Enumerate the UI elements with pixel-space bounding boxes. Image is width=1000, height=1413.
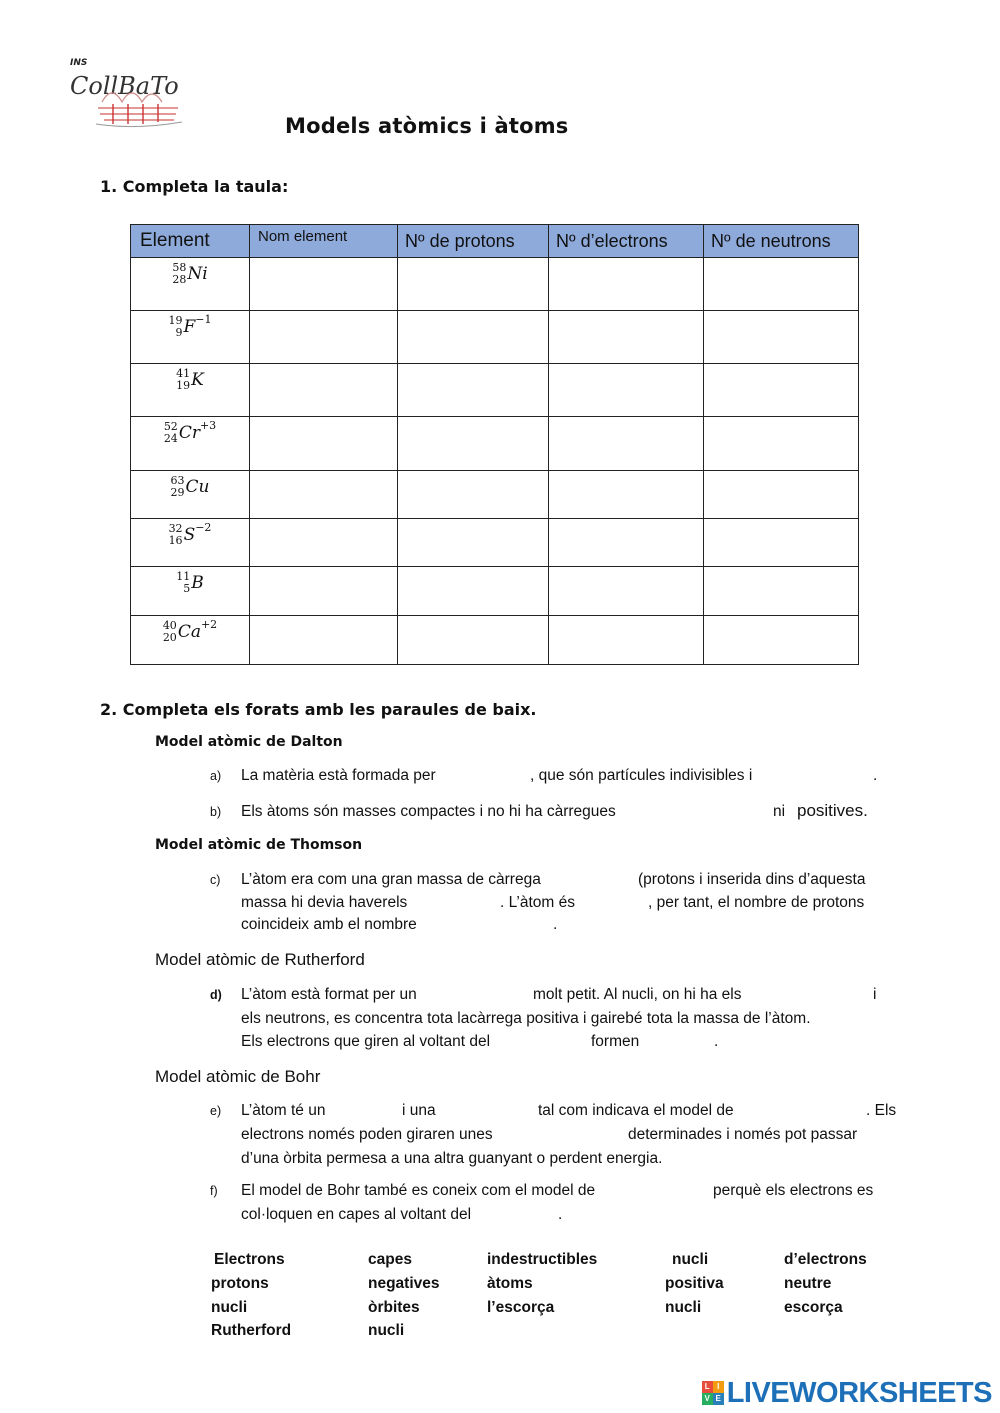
electrons-answer-cell[interactable]: [549, 567, 704, 616]
page-title: Models atòmics i àtoms: [285, 114, 569, 138]
item-e-label: e): [210, 1104, 222, 1118]
ion-charge: +2: [200, 618, 218, 631]
word-bank-word: neutre: [784, 1275, 832, 1292]
word-bank-word: capes: [368, 1251, 412, 1268]
item-d-line2: els neutrons, es concentra tota lacàrrega positiva i gairebé tota la massa de l’àtom.: [241, 1010, 811, 1027]
electrons-answer-cell[interactable]: [549, 471, 704, 519]
element-symbol: F: [183, 317, 196, 337]
isotope-indices: [171, 475, 185, 499]
word-bank-word: nucli: [211, 1299, 248, 1316]
word-bank-word: negatives: [368, 1275, 440, 1292]
item-d-line1-b: molt petit. Al nucli, on hi ha els: [533, 986, 742, 1003]
isotope-indices: [168, 315, 182, 339]
word-bank-word: Rutherford: [211, 1322, 292, 1339]
mass-number: 41: [176, 367, 191, 380]
element-cell: [131, 258, 250, 311]
word-bank-word: Electrons: [214, 1251, 285, 1268]
isotope-notation: [169, 523, 212, 547]
table-row: [131, 311, 859, 364]
atomic-number: 28: [172, 273, 187, 286]
item-c-line1-a: L’àtom era com una gran massa de càrrega: [241, 871, 541, 888]
item-f-line2-b: .: [558, 1206, 563, 1223]
brand-icon-letter: E: [713, 1393, 724, 1405]
neutrons-answer-cell[interactable]: [704, 417, 859, 471]
item-a-label: a): [210, 769, 222, 783]
mass-number: 58: [172, 261, 187, 274]
item-c-label: c): [210, 873, 221, 887]
isotope-notation: [163, 620, 217, 644]
atomic-number: 19: [176, 379, 191, 392]
word-bank-word: nucli: [368, 1322, 405, 1339]
table-row: [131, 567, 859, 616]
item-e-line3: d’una òrbita permesa a una altra guanyant o perdent energia.: [241, 1150, 663, 1167]
electrons-answer-cell[interactable]: [549, 616, 704, 665]
element-symbol: B: [191, 573, 204, 593]
isotope-indices: [176, 368, 190, 392]
word-bank-word: d’electrons: [784, 1251, 867, 1268]
word-bank-word: positiva: [665, 1275, 724, 1292]
brand-icon-letter: I: [713, 1381, 724, 1393]
element-symbol: S: [183, 525, 196, 545]
item-a-text-3: .: [873, 767, 878, 784]
word-bank-word: indestructibles: [487, 1251, 598, 1268]
brand-text: LIVEWORKSHEETS: [726, 1376, 992, 1409]
item-e-line1-a: L’àtom té un: [241, 1102, 326, 1119]
item-d-line1-c: i: [873, 986, 877, 1003]
protons-answer-cell[interactable]: [398, 258, 549, 311]
item-d-line1-a: L’àtom està format per un: [241, 986, 417, 1003]
neutrons-answer-cell[interactable]: [704, 471, 859, 519]
name-answer-cell[interactable]: [250, 567, 398, 616]
word-bank-word: nucli: [665, 1299, 702, 1316]
liveworksheets-logo-icon: [702, 1381, 724, 1405]
neutrons-answer-cell[interactable]: [704, 519, 859, 567]
mass-number: 52: [163, 420, 178, 433]
neutrons-answer-cell[interactable]: [704, 364, 859, 417]
item-f-line2-a: col·loquen en capes al voltant del: [241, 1206, 472, 1223]
name-answer-cell[interactable]: [250, 471, 398, 519]
school-logo: [68, 58, 198, 138]
mass-number: 11: [176, 570, 191, 583]
neutrons-answer-cell[interactable]: [704, 258, 859, 311]
table-row: [131, 258, 859, 311]
atomic-number: 20: [162, 631, 177, 644]
atoms-table: [130, 224, 859, 665]
liveworksheets-brand: [702, 1378, 992, 1408]
protons-answer-cell[interactable]: [398, 417, 549, 471]
item-e-line1-c: tal com indicava el model de: [538, 1102, 734, 1119]
atomic-number: 5: [183, 582, 191, 595]
isotope-indices: [163, 620, 177, 644]
isotope-notation: [171, 475, 210, 499]
neutrons-answer-cell[interactable]: [704, 311, 859, 364]
isotope-notation: [176, 368, 204, 392]
logo-ins-label: INS: [70, 58, 88, 68]
item-c-line2-a: massa hi devia haverels: [241, 894, 408, 911]
protons-answer-cell[interactable]: [398, 311, 549, 364]
logo-drawing: [68, 58, 198, 138]
item-d-line3-b: formen: [591, 1033, 640, 1050]
item-a-text-2: , que són partícules indivisibles i: [530, 767, 753, 784]
brand-icon-letter: L: [702, 1381, 713, 1393]
isotope-indices: [176, 571, 190, 595]
table-row: [131, 519, 859, 567]
word-bank-word: òrbites: [368, 1299, 420, 1316]
item-e-line2-a: electrons només poden giraren unes: [241, 1126, 493, 1143]
protons-answer-cell[interactable]: [398, 364, 549, 417]
item-c-line2-c: , per tant, el nombre de protons: [648, 894, 865, 911]
element-symbol: K: [191, 370, 204, 390]
item-b-text-3: positives.: [797, 801, 868, 820]
name-answer-cell[interactable]: [250, 417, 398, 471]
header-element: Element: [131, 225, 250, 258]
element-symbol: Ni: [187, 264, 208, 284]
logo-wordmark: CollBaTo: [70, 72, 179, 100]
neutrons-answer-cell[interactable]: [704, 567, 859, 616]
mass-number: 32: [168, 522, 183, 535]
word-bank-word: protons: [211, 1275, 269, 1292]
item-b-label: b): [210, 805, 222, 819]
table-row: [131, 364, 859, 417]
element-symbol: Cu: [185, 477, 210, 497]
electrons-answer-cell[interactable]: [549, 417, 704, 471]
item-c-line2-b: . L’àtom és: [500, 894, 575, 911]
isotope-indices: [172, 262, 186, 286]
electrons-answer-cell[interactable]: [549, 311, 704, 364]
item-b-text-2: ni: [773, 803, 786, 820]
name-answer-cell[interactable]: [250, 519, 398, 567]
mass-number: 19: [168, 314, 183, 327]
isotope-notation: [176, 571, 204, 595]
isotope-indices: [169, 523, 183, 547]
item-d-line3-a: Els electrons que giren al voltant del: [241, 1033, 491, 1050]
atomic-number: 9: [175, 326, 183, 339]
name-answer-cell[interactable]: [250, 364, 398, 417]
item-d-label: d): [210, 988, 222, 1002]
header-neutrons: Nº de neutrons: [704, 225, 859, 258]
element-cell: [131, 567, 250, 616]
word-bank-word: l’escorça: [487, 1299, 555, 1316]
table-row: [131, 417, 859, 471]
electrons-answer-cell[interactable]: [549, 364, 704, 417]
word-bank-word: escorça: [784, 1299, 843, 1316]
protons-answer-cell[interactable]: [398, 519, 549, 567]
electrons-answer-cell[interactable]: [549, 519, 704, 567]
table-header-row: [131, 225, 859, 258]
ion-charge: +3: [199, 419, 217, 432]
name-answer-cell[interactable]: [250, 258, 398, 311]
word-bank-word: nucli: [672, 1251, 709, 1268]
element-cell: [131, 364, 250, 417]
mass-number: 40: [162, 619, 177, 632]
atomic-number: 16: [168, 534, 183, 547]
item-d-line3-c: .: [714, 1033, 719, 1050]
protons-answer-cell[interactable]: [398, 471, 549, 519]
dalton-title: Model atòmic de Dalton: [155, 734, 343, 750]
brand-icon-letter: V: [702, 1393, 713, 1405]
name-answer-cell[interactable]: [250, 616, 398, 665]
bohr-title: Model atòmic de Bohr: [155, 1067, 321, 1086]
ion-charge: −1: [195, 313, 212, 326]
ion-charge: −2: [195, 521, 212, 534]
element-cell: [131, 519, 250, 567]
neutrons-answer-cell[interactable]: [704, 616, 859, 665]
item-f-line1-a: El model de Bohr també es coneix com el model de: [241, 1182, 596, 1199]
item-c-line1-b: (protons i inserida dins d’aquesta: [638, 871, 866, 888]
element-symbol: Cr: [178, 423, 200, 443]
thomson-title: Model atòmic de Thomson: [155, 837, 363, 853]
element-cell: [131, 616, 250, 665]
item-f-line1-b: perquè els electrons es: [713, 1182, 874, 1199]
electrons-answer-cell[interactable]: [549, 258, 704, 311]
isotope-notation: [168, 315, 211, 339]
name-answer-cell[interactable]: [250, 311, 398, 364]
isotope-notation: [164, 421, 216, 445]
element-symbol: Ca: [177, 622, 201, 642]
element-cell: [131, 417, 250, 471]
table-row: [131, 471, 859, 519]
item-c-line3-b: .: [553, 916, 558, 933]
atomic-number: 29: [170, 486, 185, 499]
item-e-line1-b: i una: [402, 1102, 436, 1119]
mass-number: 63: [170, 474, 185, 487]
item-f-label: f): [210, 1184, 218, 1198]
isotope-notation: [172, 262, 207, 286]
rutherford-title: Model atòmic de Rutherford: [155, 950, 365, 969]
protons-answer-cell[interactable]: [398, 616, 549, 665]
question-1-heading: 1. Completa la taula:: [100, 177, 289, 196]
question-2-heading: 2. Completa els forats amb les paraules de baix.: [100, 700, 537, 719]
isotope-indices: [164, 421, 178, 445]
element-cell: [131, 311, 250, 364]
word-bank-word: àtoms: [487, 1275, 533, 1292]
table-row: [131, 616, 859, 665]
item-e-line1-d: . Els: [866, 1102, 897, 1119]
item-c-line3-a: coincideix amb el nombre: [241, 916, 417, 933]
header-protons: Nº de protons: [398, 225, 549, 258]
item-b-text-1: Els àtoms són masses compactes i no hi ha càrregues: [241, 803, 616, 820]
header-name: Nom element: [250, 225, 398, 258]
item-a-text-1: La matèria està formada per: [241, 767, 436, 784]
element-cell: [131, 471, 250, 519]
header-electrons: Nº d’electrons: [549, 225, 704, 258]
atomic-number: 24: [163, 432, 178, 445]
protons-answer-cell[interactable]: [398, 567, 549, 616]
item-e-line2-b: determinades i només pot passar: [628, 1126, 858, 1143]
